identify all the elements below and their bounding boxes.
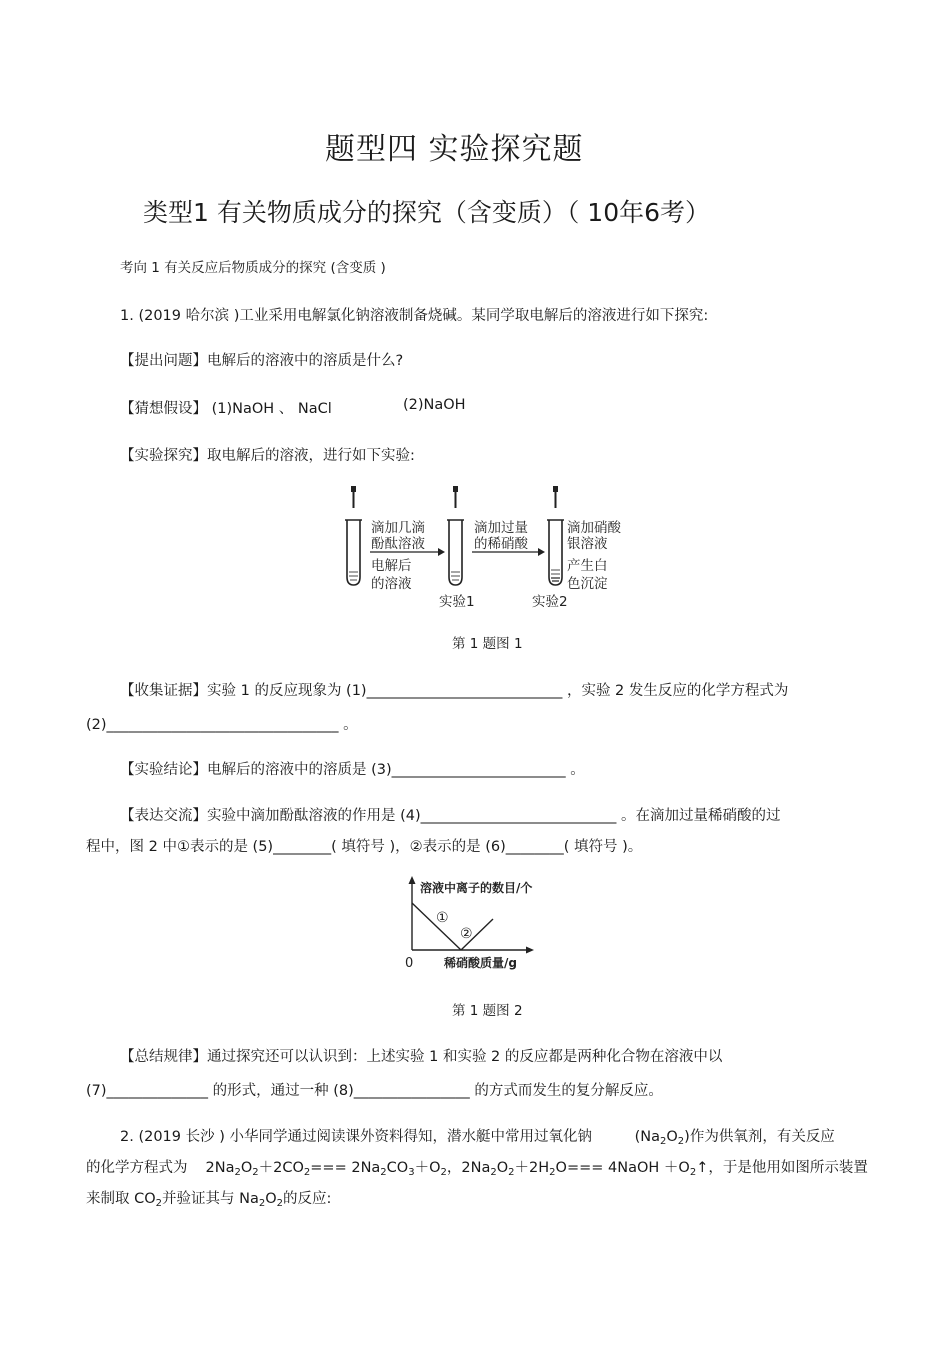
step1-label-1: 滴加几滴 <box>371 520 425 536</box>
figure-1-caption: 第 1 题图 1 <box>452 636 523 652</box>
q2-line-2: 的化学方程式为 $2Na_2O_2+2CO_2=== 2Na_2CO_3+O_2$，$2Na_2O_2+2H_2O===$ 4NaOH $+O_2↑$，于是他用如图所示装置 <box>86 1160 868 1178</box>
q1-conclusion: 【实验结论】电解后的溶液中的溶质是 (3)________________________ 。 <box>120 762 585 778</box>
step2-label-1: 滴加过量 <box>474 520 528 536</box>
curve-1-marker: ① <box>436 910 449 926</box>
step3-label-2: 银溶液 <box>567 536 608 552</box>
ion-count-graph <box>400 874 570 974</box>
q2-line-1: 2. (2019 长沙 ) 小华同学通过阅读课外资料得知，潜水艇中常用过氧化钠 $(Na_2O_2)$作为供氧剂，有关反应 <box>120 1129 835 1147</box>
step3-label-1: 滴加硝酸 <box>567 520 621 536</box>
curve-2-marker: ② <box>460 926 473 942</box>
q1-question: 【提出问题】电解后的溶液中的溶质是什么? <box>120 353 404 369</box>
result-label-2: 色沉淀 <box>567 576 608 592</box>
q2-line-3: 来制取 $CO_2$并验证其与 $Na_2O_2$的反应: <box>86 1191 332 1209</box>
q1-evidence-line-1: 【收集证据】实验 1 的反应现象为 (1)___________________________ ，实验 2 发生反应的化学方程式为 <box>120 683 789 699</box>
section-subtitle: 类型1 有关物质成分的探究（含变质）（ 10年6考） <box>143 198 711 227</box>
test-tube-1 <box>345 486 362 585</box>
y-axis <box>409 876 416 950</box>
tube-label-2: 的溶液 <box>371 576 412 592</box>
x-axis <box>412 947 534 954</box>
origin-label: 0 <box>405 956 414 971</box>
q1-evidence-line-2: (2)________________________________ 。 <box>86 717 358 733</box>
q1-hypothesis: 【猜想假设】 (1)NaOH 、 NaCl <box>120 401 332 417</box>
q1-summary-line-2: (7)______________ 的形式，通过一种 (8)________________ 的方式而发生的复分解反应。 <box>86 1083 663 1099</box>
q1-hypothesis-2: (2)NaOH <box>403 397 466 413</box>
experiment-1-label: 实验1 <box>439 594 475 610</box>
direction-heading: 考向 1 有关反应后物质成分的探究 (含变质 ) <box>120 260 386 276</box>
test-tube-3 <box>547 486 564 585</box>
experiment-2-label: 实验2 <box>532 594 568 610</box>
experiment-figure-1 <box>340 482 640 612</box>
q1-summary-line-1: 【总结规律】通过探究还可以认识到：上述实验 1 和实验 2 的反应都是两种化合物在溶液中以 <box>120 1049 723 1065</box>
step1-label-2: 酚酞溶液 <box>371 536 425 552</box>
q1-explore: 【实验探究】取电解后的溶液，进行如下实验: <box>120 448 415 464</box>
step2-label-2: 的稀硝酸 <box>474 536 528 552</box>
y-axis-label: 溶液中离子的数目/个 <box>420 881 533 895</box>
q1-discussion-line-1: 【表达交流】实验中滴加酚酞溶液的作用是 (4)___________________________ 。在滴加过量稀硝酸的过 <box>120 808 781 824</box>
page-title: 题型四 实验探究题 <box>325 132 584 167</box>
result-label-1: 产生白 <box>567 558 608 574</box>
q1-intro: 1. (2019 哈尔滨 )工业采用电解氯化钠溶液制备烧碱。某同学取电解后的溶液进行如下探究: <box>120 308 709 324</box>
figure-2-caption: 第 1 题图 2 <box>452 1003 523 1019</box>
x-axis-label: 稀硝酸质量/g <box>444 956 517 970</box>
q1-discussion-line-2: 程中，图 2 中①表示的是 (5)________( 填符号 )，②表示的是 (6)________( 填符号 )。 <box>86 839 643 855</box>
tube-label-1: 电解后 <box>371 558 412 574</box>
test-tube-2 <box>447 486 464 585</box>
